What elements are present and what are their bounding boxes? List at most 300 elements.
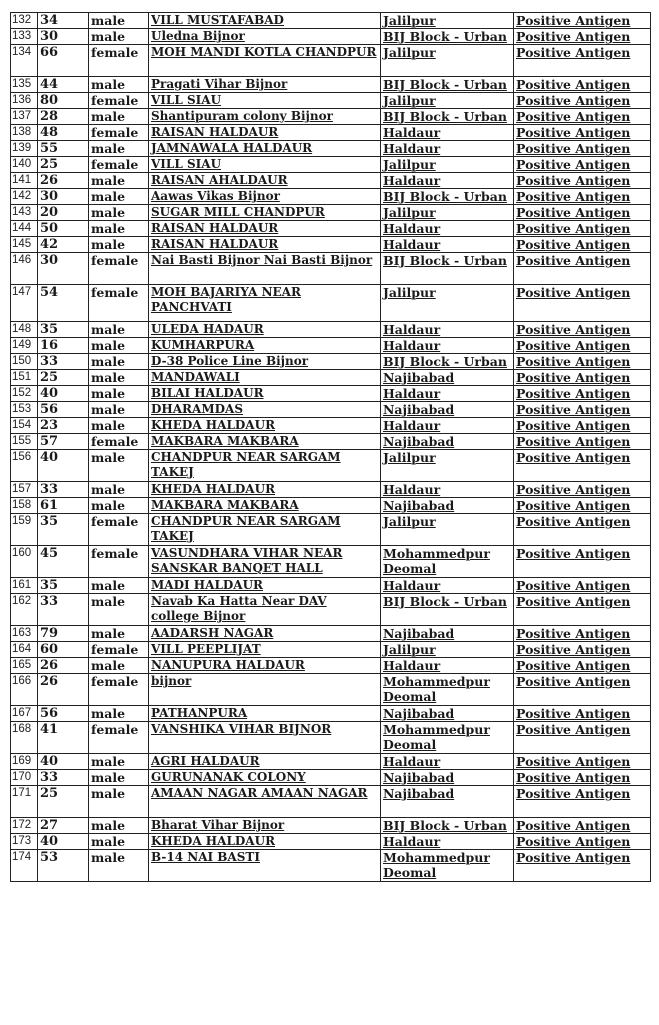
age-cell: 16 xyxy=(38,338,89,354)
serial-number-cell: 139 xyxy=(11,141,38,157)
block-cell: BIJ Block - Urban xyxy=(381,77,514,93)
serial-number-cell: 142 xyxy=(11,189,38,205)
serial-number-cell: 167 xyxy=(11,706,38,722)
gender-cell: male xyxy=(89,237,149,253)
block-cell: Haldaur xyxy=(381,482,514,498)
table-row xyxy=(11,834,651,850)
table-row xyxy=(11,850,651,882)
address-cell: JAMNAWALA HALDAUR xyxy=(149,141,381,157)
block-cell: Haldaur xyxy=(381,322,514,338)
address-cell: AGRI HALDAUR xyxy=(149,754,381,770)
serial-number-cell: 161 xyxy=(11,578,38,594)
block-cell: Mohammedpur Deomal xyxy=(381,722,514,754)
block-cell: BIJ Block - Urban xyxy=(381,189,514,205)
age-cell: 33 xyxy=(38,354,89,370)
age-cell: 33 xyxy=(38,770,89,786)
block-cell: Najibabad xyxy=(381,786,514,818)
address-cell: MAKBARA MAKBARA xyxy=(149,434,381,450)
result-cell: Positive Antigen xyxy=(514,706,651,722)
address-cell: MOH BAJARIYA NEAR PANCHVATI xyxy=(149,285,381,322)
address-cell: BILAI HALDAUR xyxy=(149,386,381,402)
result-cell: Positive Antigen xyxy=(514,434,651,450)
table-row xyxy=(11,418,651,434)
block-cell: Haldaur xyxy=(381,386,514,402)
table-row xyxy=(11,77,651,93)
address-cell: NANUPURA HALDAUR xyxy=(149,658,381,674)
address-cell: MAKBARA MAKBARA xyxy=(149,498,381,514)
address-cell: KHEDA HALDAUR xyxy=(149,418,381,434)
gender-cell: male xyxy=(89,418,149,434)
gender-cell: male xyxy=(89,338,149,354)
result-cell: Positive Antigen xyxy=(514,237,651,253)
address-cell: B-14 NAI BASTI xyxy=(149,850,381,882)
result-cell: Positive Antigen xyxy=(514,370,651,386)
age-cell: 53 xyxy=(38,850,89,882)
age-cell: 40 xyxy=(38,450,89,482)
result-cell: Positive Antigen xyxy=(514,354,651,370)
age-cell: 35 xyxy=(38,578,89,594)
gender-cell: male xyxy=(89,173,149,189)
result-cell: Positive Antigen xyxy=(514,642,651,658)
serial-number-cell: 158 xyxy=(11,498,38,514)
serial-number-cell: 170 xyxy=(11,770,38,786)
table-row xyxy=(11,578,651,594)
gender-cell: male xyxy=(89,482,149,498)
gender-cell: male xyxy=(89,386,149,402)
gender-cell: male xyxy=(89,189,149,205)
result-cell: Positive Antigen xyxy=(514,594,651,626)
gender-cell: male xyxy=(89,402,149,418)
serial-number-cell: 169 xyxy=(11,754,38,770)
age-cell: 30 xyxy=(38,29,89,45)
age-cell: 30 xyxy=(38,189,89,205)
age-cell: 28 xyxy=(38,109,89,125)
table-row xyxy=(11,109,651,125)
serial-number-cell: 146 xyxy=(11,253,38,285)
serial-number-cell: 137 xyxy=(11,109,38,125)
serial-number-cell: 138 xyxy=(11,125,38,141)
block-cell: Haldaur xyxy=(381,221,514,237)
block-cell: Haldaur xyxy=(381,141,514,157)
result-cell: Positive Antigen xyxy=(514,221,651,237)
result-cell: Positive Antigen xyxy=(514,722,651,754)
result-cell: Positive Antigen xyxy=(514,770,651,786)
address-cell: PATHANPURA xyxy=(149,706,381,722)
address-cell: MOH MANDI KOTLA CHANDPUR xyxy=(149,45,381,77)
address-cell: Aawas Vikas Bijnor xyxy=(149,189,381,205)
address-cell: VILL PEEPLIJAT xyxy=(149,642,381,658)
table-row xyxy=(11,205,651,221)
table-row xyxy=(11,482,651,498)
age-cell: 23 xyxy=(38,418,89,434)
address-cell: D-38 Police Line Bijnor xyxy=(149,354,381,370)
result-cell: Positive Antigen xyxy=(514,141,651,157)
table-row xyxy=(11,141,651,157)
gender-cell: male xyxy=(89,29,149,45)
serial-number-cell: 171 xyxy=(11,786,38,818)
result-cell: Positive Antigen xyxy=(514,205,651,221)
block-cell: Najibabad xyxy=(381,498,514,514)
table-row xyxy=(11,770,651,786)
table-row xyxy=(11,157,651,173)
block-cell: Najibabad xyxy=(381,706,514,722)
block-cell: Jalilpur xyxy=(381,205,514,221)
gender-cell: female xyxy=(89,157,149,173)
age-cell: 45 xyxy=(38,546,89,578)
serial-number-cell: 152 xyxy=(11,386,38,402)
table-row xyxy=(11,786,651,818)
age-cell: 34 xyxy=(38,13,89,29)
address-cell: Shantipuram colony Bijnor xyxy=(149,109,381,125)
address-cell: VILL SIAU xyxy=(149,157,381,173)
age-cell: 40 xyxy=(38,386,89,402)
address-cell: CHANDPUR NEAR SARGAM TAKEJ xyxy=(149,450,381,482)
table-row xyxy=(11,125,651,141)
block-cell: Haldaur xyxy=(381,578,514,594)
block-cell: Mohammedpur Deomal xyxy=(381,850,514,882)
serial-number-cell: 157 xyxy=(11,482,38,498)
gender-cell: female xyxy=(89,514,149,546)
address-cell: AADARSH NAGAR xyxy=(149,626,381,642)
address-cell: RAISAN AHALDAUR xyxy=(149,173,381,189)
gender-cell: female xyxy=(89,125,149,141)
gender-cell: female xyxy=(89,253,149,285)
result-cell: Positive Antigen xyxy=(514,818,651,834)
result-cell: Positive Antigen xyxy=(514,93,651,109)
gender-cell: male xyxy=(89,205,149,221)
address-cell: KUMHARPURA xyxy=(149,338,381,354)
result-cell: Positive Antigen xyxy=(514,386,651,402)
block-cell: Najibabad xyxy=(381,770,514,786)
table-row xyxy=(11,450,651,482)
age-cell: 25 xyxy=(38,157,89,173)
table-row xyxy=(11,818,651,834)
address-cell: Uledna Bijnor xyxy=(149,29,381,45)
age-cell: 80 xyxy=(38,93,89,109)
serial-number-cell: 134 xyxy=(11,45,38,77)
gender-cell: male xyxy=(89,322,149,338)
gender-cell: male xyxy=(89,221,149,237)
serial-number-cell: 155 xyxy=(11,434,38,450)
address-cell: VANSHIKA VIHAR BIJNOR xyxy=(149,722,381,754)
block-cell: BIJ Block - Urban xyxy=(381,253,514,285)
result-cell: Positive Antigen xyxy=(514,29,651,45)
gender-cell: male xyxy=(89,818,149,834)
address-cell: GURUNANAK COLONY xyxy=(149,770,381,786)
age-cell: 33 xyxy=(38,594,89,626)
block-cell: BIJ Block - Urban xyxy=(381,354,514,370)
serial-number-cell: 141 xyxy=(11,173,38,189)
table-row xyxy=(11,546,651,578)
result-cell: Positive Antigen xyxy=(514,754,651,770)
serial-number-cell: 133 xyxy=(11,29,38,45)
table-row xyxy=(11,253,651,285)
gender-cell: male xyxy=(89,770,149,786)
address-cell: Bharat Vihar Bijnor xyxy=(149,818,381,834)
block-cell: Jalilpur xyxy=(381,450,514,482)
block-cell: Jalilpur xyxy=(381,514,514,546)
result-cell: Positive Antigen xyxy=(514,578,651,594)
result-cell: Positive Antigen xyxy=(514,450,651,482)
gender-cell: female xyxy=(89,434,149,450)
block-cell: Haldaur xyxy=(381,418,514,434)
serial-number-cell: 135 xyxy=(11,77,38,93)
table-row xyxy=(11,370,651,386)
address-cell: RAISAN HALDAUR xyxy=(149,125,381,141)
block-cell: Jalilpur xyxy=(381,285,514,322)
result-cell: Positive Antigen xyxy=(514,45,651,77)
gender-cell: female xyxy=(89,642,149,658)
age-cell: 30 xyxy=(38,253,89,285)
address-cell: bijnor xyxy=(149,674,381,706)
table-row xyxy=(11,642,651,658)
serial-number-cell: 145 xyxy=(11,237,38,253)
gender-cell: male xyxy=(89,786,149,818)
age-cell: 48 xyxy=(38,125,89,141)
gender-cell: female xyxy=(89,674,149,706)
result-cell: Positive Antigen xyxy=(514,786,651,818)
address-cell: VASUNDHARA VIHAR NEAR SANSKAR BANQET HALL xyxy=(149,546,381,578)
age-cell: 57 xyxy=(38,434,89,450)
table-row xyxy=(11,594,651,626)
gender-cell: female xyxy=(89,546,149,578)
serial-number-cell: 147 xyxy=(11,285,38,322)
gender-cell: male xyxy=(89,850,149,882)
address-cell: SUGAR MILL CHANDPUR xyxy=(149,205,381,221)
block-cell: BIJ Block - Urban xyxy=(381,594,514,626)
address-cell: ULEDA HADAUR xyxy=(149,322,381,338)
block-cell: Haldaur xyxy=(381,338,514,354)
gender-cell: male xyxy=(89,141,149,157)
table-row xyxy=(11,706,651,722)
serial-number-cell: 144 xyxy=(11,221,38,237)
block-cell: Haldaur xyxy=(381,173,514,189)
table-row xyxy=(11,173,651,189)
gender-cell: male xyxy=(89,754,149,770)
address-cell: AMAAN NAGAR AMAAN NAGAR xyxy=(149,786,381,818)
gender-cell: female xyxy=(89,285,149,322)
serial-number-cell: 150 xyxy=(11,354,38,370)
age-cell: 44 xyxy=(38,77,89,93)
address-cell: MANDAWALI xyxy=(149,370,381,386)
result-cell: Positive Antigen xyxy=(514,834,651,850)
age-cell: 54 xyxy=(38,285,89,322)
result-cell: Positive Antigen xyxy=(514,418,651,434)
table-row xyxy=(11,434,651,450)
result-cell: Positive Antigen xyxy=(514,77,651,93)
age-cell: 20 xyxy=(38,205,89,221)
table-row xyxy=(11,722,651,754)
block-cell: BIJ Block - Urban xyxy=(381,818,514,834)
address-cell: Nai Basti Bijnor Nai Basti Bijnor xyxy=(149,253,381,285)
result-cell: Positive Antigen xyxy=(514,285,651,322)
result-cell: Positive Antigen xyxy=(514,125,651,141)
age-cell: 25 xyxy=(38,370,89,386)
serial-number-cell: 163 xyxy=(11,626,38,642)
age-cell: 42 xyxy=(38,237,89,253)
age-cell: 25 xyxy=(38,786,89,818)
gender-cell: female xyxy=(89,93,149,109)
table-row xyxy=(11,402,651,418)
gender-cell: male xyxy=(89,578,149,594)
gender-cell: male xyxy=(89,354,149,370)
table-row xyxy=(11,237,651,253)
result-cell: Positive Antigen xyxy=(514,482,651,498)
table-row xyxy=(11,498,651,514)
block-cell: Najibabad xyxy=(381,626,514,642)
positive-cases-table xyxy=(10,12,651,882)
address-cell: CHANDPUR NEAR SARGAM TAKEJ xyxy=(149,514,381,546)
serial-number-cell: 160 xyxy=(11,546,38,578)
gender-cell: female xyxy=(89,722,149,754)
table-row xyxy=(11,354,651,370)
block-cell: Jalilpur xyxy=(381,45,514,77)
serial-number-cell: 162 xyxy=(11,594,38,626)
result-cell: Positive Antigen xyxy=(514,322,651,338)
result-cell: Positive Antigen xyxy=(514,658,651,674)
block-cell: Haldaur xyxy=(381,754,514,770)
gender-cell: male xyxy=(89,498,149,514)
block-cell: Jalilpur xyxy=(381,157,514,173)
gender-cell: male xyxy=(89,834,149,850)
result-cell: Positive Antigen xyxy=(514,173,651,189)
gender-cell: male xyxy=(89,13,149,29)
age-cell: 26 xyxy=(38,658,89,674)
age-cell: 60 xyxy=(38,642,89,658)
age-cell: 40 xyxy=(38,754,89,770)
gender-cell: male xyxy=(89,626,149,642)
address-cell: DHARAMDAS xyxy=(149,402,381,418)
block-cell: Haldaur xyxy=(381,658,514,674)
serial-number-cell: 164 xyxy=(11,642,38,658)
block-cell: Haldaur xyxy=(381,237,514,253)
table-row xyxy=(11,338,651,354)
result-cell: Positive Antigen xyxy=(514,253,651,285)
address-cell: Pragati Vihar Bijnor xyxy=(149,77,381,93)
gender-cell: male xyxy=(89,450,149,482)
table-body xyxy=(11,13,651,882)
serial-number-cell: 143 xyxy=(11,205,38,221)
table-row xyxy=(11,189,651,205)
age-cell: 79 xyxy=(38,626,89,642)
address-cell: RAISAN HALDAUR xyxy=(149,221,381,237)
address-cell: RAISAN HALDAUR xyxy=(149,237,381,253)
result-cell: Positive Antigen xyxy=(514,626,651,642)
block-cell: BIJ Block - Urban xyxy=(381,109,514,125)
block-cell: Najibabad xyxy=(381,402,514,418)
result-cell: Positive Antigen xyxy=(514,157,651,173)
serial-number-cell: 148 xyxy=(11,322,38,338)
table-row xyxy=(11,514,651,546)
table-row xyxy=(11,658,651,674)
address-cell: KHEDA HALDAUR xyxy=(149,834,381,850)
address-cell: KHEDA HALDAUR xyxy=(149,482,381,498)
age-cell: 56 xyxy=(38,706,89,722)
address-cell: MADI HALDAUR xyxy=(149,578,381,594)
age-cell: 40 xyxy=(38,834,89,850)
age-cell: 55 xyxy=(38,141,89,157)
serial-number-cell: 165 xyxy=(11,658,38,674)
age-cell: 26 xyxy=(38,173,89,189)
table-row xyxy=(11,386,651,402)
result-cell: Positive Antigen xyxy=(514,546,651,578)
address-cell: VILL MUSTAFABAD xyxy=(149,13,381,29)
result-cell: Positive Antigen xyxy=(514,850,651,882)
block-cell: Jalilpur xyxy=(381,642,514,658)
age-cell: 35 xyxy=(38,514,89,546)
result-cell: Positive Antigen xyxy=(514,13,651,29)
case-list-sheet xyxy=(10,12,650,882)
gender-cell: male xyxy=(89,594,149,626)
block-cell: Najibabad xyxy=(381,370,514,386)
block-cell: Haldaur xyxy=(381,834,514,850)
serial-number-cell: 136 xyxy=(11,93,38,109)
serial-number-cell: 174 xyxy=(11,850,38,882)
block-cell: Mohammedpur Deomal xyxy=(381,546,514,578)
table-row xyxy=(11,93,651,109)
age-cell: 61 xyxy=(38,498,89,514)
table-row xyxy=(11,322,651,338)
serial-number-cell: 166 xyxy=(11,674,38,706)
serial-number-cell: 168 xyxy=(11,722,38,754)
serial-number-cell: 140 xyxy=(11,157,38,173)
address-cell: VILL SIAU xyxy=(149,93,381,109)
serial-number-cell: 172 xyxy=(11,818,38,834)
result-cell: Positive Antigen xyxy=(514,498,651,514)
result-cell: Positive Antigen xyxy=(514,338,651,354)
age-cell: 66 xyxy=(38,45,89,77)
block-cell: BIJ Block - Urban xyxy=(381,29,514,45)
serial-number-cell: 153 xyxy=(11,402,38,418)
gender-cell: female xyxy=(89,45,149,77)
table-row xyxy=(11,754,651,770)
serial-number-cell: 132 xyxy=(11,13,38,29)
gender-cell: male xyxy=(89,706,149,722)
gender-cell: male xyxy=(89,77,149,93)
table-row xyxy=(11,285,651,322)
result-cell: Positive Antigen xyxy=(514,674,651,706)
serial-number-cell: 151 xyxy=(11,370,38,386)
age-cell: 27 xyxy=(38,818,89,834)
age-cell: 56 xyxy=(38,402,89,418)
serial-number-cell: 156 xyxy=(11,450,38,482)
gender-cell: male xyxy=(89,658,149,674)
age-cell: 50 xyxy=(38,221,89,237)
result-cell: Positive Antigen xyxy=(514,514,651,546)
table-row xyxy=(11,674,651,706)
serial-number-cell: 149 xyxy=(11,338,38,354)
serial-number-cell: 154 xyxy=(11,418,38,434)
table-row xyxy=(11,221,651,237)
address-cell: Navab Ka Hatta Near DAV college Bijnor xyxy=(149,594,381,626)
age-cell: 41 xyxy=(38,722,89,754)
age-cell: 35 xyxy=(38,322,89,338)
block-cell: Jalilpur xyxy=(381,13,514,29)
gender-cell: male xyxy=(89,370,149,386)
result-cell: Positive Antigen xyxy=(514,109,651,125)
age-cell: 26 xyxy=(38,674,89,706)
table-row xyxy=(11,29,651,45)
table-row xyxy=(11,45,651,77)
block-cell: Mohammedpur Deomal xyxy=(381,674,514,706)
age-cell: 33 xyxy=(38,482,89,498)
gender-cell: male xyxy=(89,109,149,125)
serial-number-cell: 159 xyxy=(11,514,38,546)
table-row xyxy=(11,13,651,29)
block-cell: Najibabad xyxy=(381,434,514,450)
result-cell: Positive Antigen xyxy=(514,402,651,418)
serial-number-cell: 173 xyxy=(11,834,38,850)
